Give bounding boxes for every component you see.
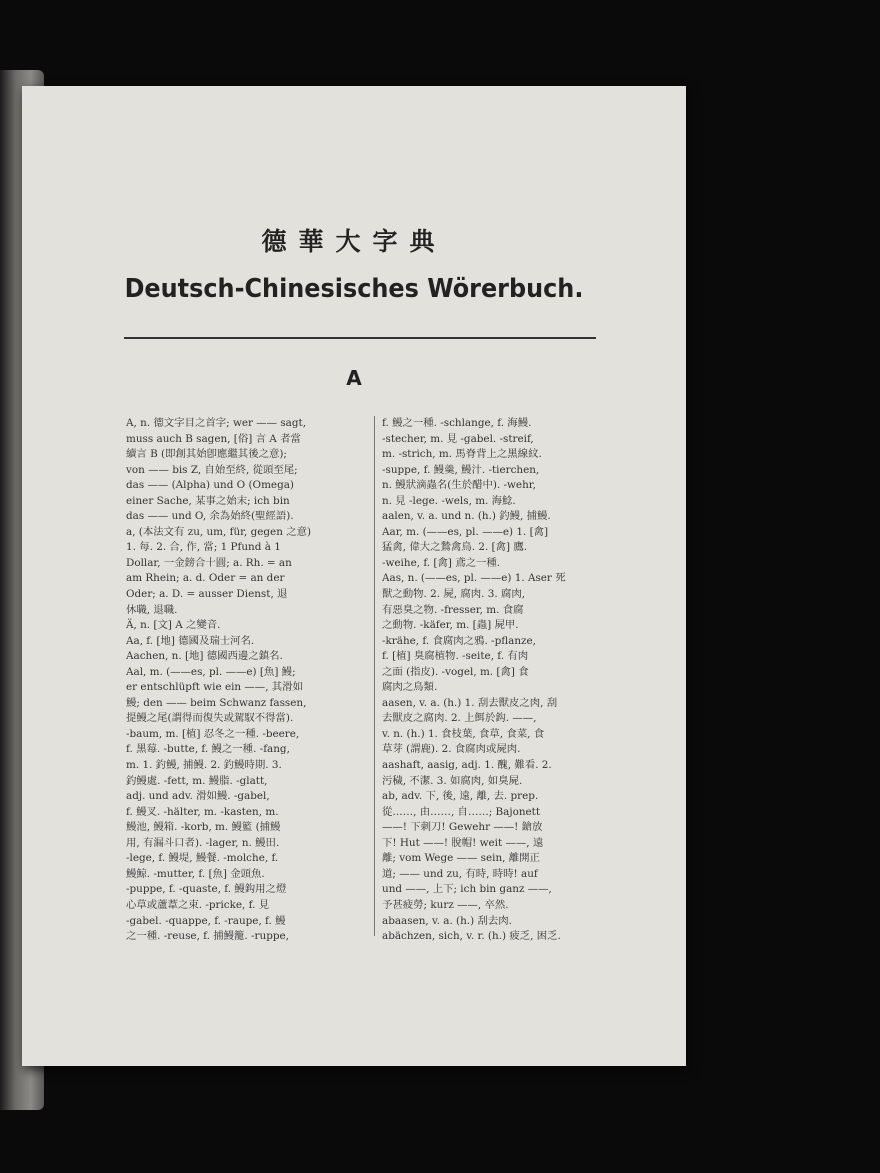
entry-line: abaasen, v. a. (h.) 刮去肉. [382,914,512,927]
entry-line: aashaft, aasig, adj. 1. 醜, 難看. 2. [382,759,552,772]
entry-line: m. -strich, m. 馬脊背上之黑線紋. [382,448,542,461]
entry-line: 猛禽, 偉大之鷙禽鳥. 2. [禽] 鷹. [382,541,528,554]
entry-line: und ——, 上下; ich bin ganz ——, [382,883,552,896]
entry-line: 離; vom Wege —— sein, 離開正 [382,852,540,865]
section-letter: A [346,366,362,390]
entry-line: Aar, m. (——es, pl. ——e) 1. [禽] [382,525,549,538]
entry-line: 去獸皮之腐肉. 2. 上餌於鈎. ——, [382,712,537,725]
entry-line: er entschlüpft wie ein ——, 其滑如 [126,681,303,694]
entry-line: 草芽 (謂鹿). 2. 食腐肉或屍肉. [382,743,521,756]
entry-line: 鰻池, 鰻箱. -korb, m. 鰻籃 (捕鰻 [126,821,281,834]
entry-line: -stecher, m. 見 -gabel. -streif, [382,432,534,445]
entry-line: -suppe, f. 鰻羹, 鰻汁. -tierchen, [382,463,540,476]
entry-line: 獸之動物. 2. 屍, 腐肉. 3. 腐肉, [382,588,526,601]
german-title: Deutsch-Chinesisches Wörerbuch. [124,274,584,304]
entry-line: am Rhein; a. d. Oder = an der [126,572,285,585]
entry-line: 予甚疲勞; kurz ——, 卒然. [382,898,509,911]
entry-line: 提鰻之尾(謂得而復失或駕馭不得當). [126,712,294,725]
entry-line: einer Sache, 某事之始末; ich bin [126,494,290,507]
entry-line: 休職, 退職. [126,603,178,616]
entry-line: Oder; a. D. = ausser Dienst, 退 [126,588,288,601]
entry-line: ab, adv. 下, 後, 遠, 離, 去. prep. [382,790,539,803]
entry-line: adj. und adv. 滑如鰻. -gabel, [126,790,270,803]
dictionary-page [22,86,686,1066]
entry-line: -puppe, f. -quaste, f. 鰻鈎用之燈 [126,883,287,896]
entry-line: Dollar, 一金鎊合十圓; a. Rh. = an [126,556,292,569]
entry-line: n. 鰻狀滴蟲名(生於醋中). -wehr, [382,479,536,492]
entry-line: -baum, m. [植] 忍冬之一種. -beere, [126,727,300,740]
entry-line: 下! Hut ——! 脫帽! weit ——, 遠 [382,836,544,849]
entry-line: 有惡臭之物. -fresser, m. 食腐 [382,603,524,616]
entry-line: 之一種. -reuse, f. 捕鰻籠. -ruppe, [126,930,289,943]
title-rule [124,337,596,339]
entry-line: aalen, v. a. und n. (h.) 釣鰻, 捕鰻. [382,510,551,523]
entry-line: 之動物. -käfer, m. [蟲] 屍甲. [382,619,519,632]
entry-line: Aas, n. (——es, pl. ——e) 1. Aser 死 [382,572,566,585]
entry-line: f. 黑莓. -butte, f. 鰻之一種. -fang, [126,743,290,756]
left-column [126,416,372,945]
entry-line: muss auch B sagen, [俗] 言 A 者當 [126,432,301,445]
red-stamp [288,519,626,662]
entry-line: f. [植] 臭腐植物. -seite, f. 有肉 [382,650,529,663]
right-column [382,416,608,945]
entry-line: 1. 每. 2. 合, 作, 當; 1 Pfund à 1 [126,541,281,554]
entry-line: aasen, v. a. (h.) 1. 刮去獸皮之肉, 刮 [382,696,558,709]
entry-line: abächzen, sich, v. r. (h.) 疲乏, 困乏. [382,930,561,943]
entry-line: v. n. (h.) 1. 食枝葉, 食草, 食菜, 食 [382,727,545,740]
chinese-title: 德華大字典 [261,227,447,256]
entry-line: 用, 有漏斗口者). -lager, n. 鰻田. [126,836,280,849]
entry-line: 續言 B (即創其始卽應繼其後之意); [126,448,287,461]
entry-line: 從……, 由……, 自……; Bajonett [382,805,541,818]
entry-line: f. 鰻之一種. -schlange, f. 海鰻. [382,417,532,429]
entry-line: -gabel. -quappe, f. -raupe, f. 鰻 [126,914,286,927]
entry-line: 污穢, 不潔. 3. 如腐肉, 如臭屍. [382,774,523,787]
entry-line: das —— und O, 余為始終(聖經語). [126,510,294,523]
entry-line: 釣鰻處. -fett, m. 鰻脂. -glatt, [126,774,268,787]
entry-line: Aachen, n. [地] 德國西邊之鎮名. [126,650,283,663]
entry-line: 鰻鯨. -mutter, f. [魚] 金頭魚. [126,867,265,880]
entry-line: Ä, n. [文] A 之變音. [126,619,221,632]
entry-line: 之面 (指皮). -vogel, m. [禽] 食 [382,665,529,678]
entry-line: -weihe, f. [禽] 鳶之一種. [382,556,501,569]
entry-line: Aal, m. (——es, pl. ——e) [魚] 鰻; [126,665,296,678]
entry-line: 腐肉之鳥類. [382,681,438,694]
column-divider [374,416,375,936]
entry-line: n. 見 -lege. -wels, m. 海鯰. [382,494,516,507]
entry-line: -lege, f. 鰻堤, 鰻餐. -molche, f. [126,852,279,865]
entry-line: 心草或蘆葦之束. -pricke, f. 見 [126,898,270,911]
entry-line: ——! 下刺刀! Gewehr ——! 鎗放 [382,821,543,834]
entry-line: f. 鰻叉. -hälter, m. -kasten, m. [126,805,279,818]
entry-line: -krähe, f. 食腐肉之鴉. -pflanze, [382,634,536,647]
entry-line: von —— bis Z, 自始至終, 從頭至尾; [126,463,298,476]
entry-line: das —— (Alpha) und O (Omega) [126,479,294,492]
entry-line: A, n. 德文字目之首字; wer —— sagt, [126,417,306,429]
entry-line: a, (本法文有 zu, um, für, gegen 之意) [126,525,312,538]
entry-line: m. 1. 釣鰻, 捕鰻. 2. 釣鰻時期. 3. [126,759,282,772]
entry-line: 道; —— und zu, 有時, 時時! auf [382,867,538,880]
entry-line: Aa, f. [地] 德國及瑞士河名. [126,634,255,647]
entry-line: 鰻; den —— beim Schwanz fassen, [126,696,307,709]
